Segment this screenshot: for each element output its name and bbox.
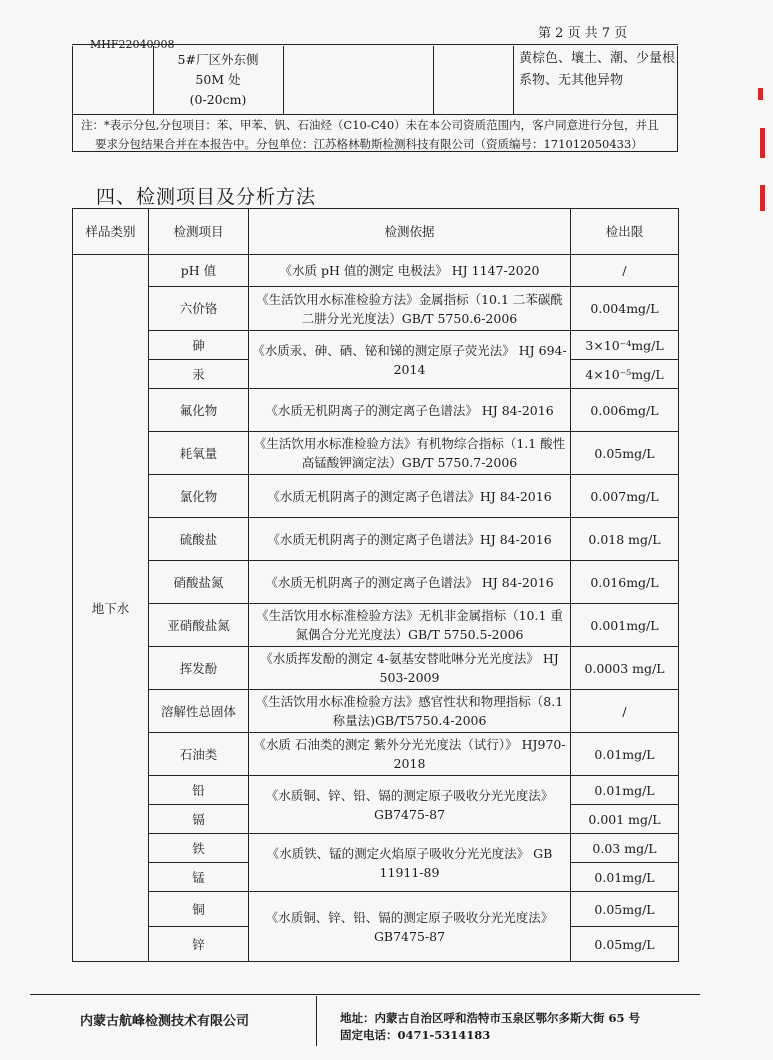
item-cell: 氯化物 — [149, 475, 249, 518]
limit-cell: 0.016mg/L — [571, 561, 679, 604]
item-cell: 硫酸盐 — [149, 518, 249, 561]
limit-cell: / — [571, 255, 679, 287]
column-divider — [283, 46, 284, 114]
subcontract-note — [81, 116, 671, 154]
footer-divider — [316, 996, 317, 1046]
item-cell: 铜 — [149, 892, 249, 927]
sample-description: 黄棕色、壤土、潮、少量根系物、无其他异物 — [519, 51, 676, 88]
limit-cell: 3×10⁻⁴mg/L — [571, 331, 679, 360]
footer-address: 地址：内蒙古自治区呼和浩特市玉泉区鄂尔多斯大街 65 号 — [340, 1011, 641, 1025]
report-code: MHF22040908 — [90, 38, 175, 51]
header-limit: 检出限 — [571, 209, 679, 255]
limit-cell: 0.01mg/L — [571, 733, 679, 776]
basis-cell: 《水质铜、锌、铅、镉的测定原子吸收分光光度法》 GB7475-87 — [249, 776, 571, 834]
item-cell: 六价铬 — [149, 287, 249, 331]
limit-cell: 0.004mg/L — [571, 287, 679, 331]
table-header-row — [73, 209, 679, 255]
item-cell: pH 值 — [149, 255, 249, 287]
basis-cell: 《水质 pH 值的测定 电极法》 HJ 1147-2020 — [249, 255, 571, 287]
limit-cell: 0.006mg/L — [571, 389, 679, 432]
location-line: 50M 处 — [195, 72, 241, 87]
basis-cell: 《水质铁、锰的测定火焰原子吸收分光光度法》 GB 11911-89 — [249, 834, 571, 892]
basis-cell: 《生活饮用水标准检验方法》感官性状和物理指标（8.1 称量法)GB/T5750.4-2006 — [249, 690, 571, 733]
location-line: (0-20cm) — [189, 92, 247, 107]
table-row — [73, 733, 679, 776]
footer-rule — [30, 994, 700, 995]
basis-cell: 《生活饮用水标准检验方法》无机非金属指标（10.1 重氮偶合分光光度法）GB/T 5750.5-2006 — [249, 604, 571, 647]
note-line: 要求分包结果合并在本报告中。分包单位：江苏格林勒斯检测科技有限公司（资质编号：171012050433） — [95, 137, 643, 151]
table-row — [73, 287, 679, 331]
table-row — [73, 475, 679, 518]
basis-cell: 《水质 石油类的测定 紫外分光光度法（试行）》 HJ970-2018 — [249, 733, 571, 776]
table-row — [73, 255, 679, 287]
table-row — [73, 690, 679, 733]
column-divider — [433, 46, 434, 114]
limit-cell: 0.01mg/L — [571, 776, 679, 805]
basis-cell: 《水质无机阴离子的测定离子色谱法》 HJ 84-2016 — [249, 561, 571, 604]
previous-table-fragment — [72, 46, 678, 152]
table-row — [73, 389, 679, 432]
sample-type-cell: 地下水 — [73, 255, 149, 962]
item-cell: 砷 — [149, 331, 249, 360]
item-cell: 硝酸盐氮 — [149, 561, 249, 604]
header-sample-type: 样品类别 — [73, 209, 149, 255]
basis-cell: 《水质无机阴离子的测定离子色谱法》HJ 84-2016 — [249, 518, 571, 561]
limit-cell: 0.05mg/L — [571, 927, 679, 962]
basis-cell: 《水质无机阴离子的测定离子色谱法》 HJ 84-2016 — [249, 389, 571, 432]
stamp-edge-mark — [758, 88, 763, 100]
basis-cell: 《生活饮用水标准检验方法》金属指标（10.1 二苯碳酰二肼分光光度法）GB/T 5750.6-2006 — [249, 287, 571, 331]
limit-cell: 0.05mg/L — [571, 892, 679, 927]
item-cell: 耗氧量 — [149, 432, 249, 475]
stamp-edge-mark — [760, 128, 765, 158]
item-cell: 氟化物 — [149, 389, 249, 432]
limit-cell: 0.007mg/L — [571, 475, 679, 518]
item-cell: 铁 — [149, 834, 249, 863]
limit-cell: / — [571, 690, 679, 733]
footer-contact — [340, 1010, 640, 1044]
item-cell: 镉 — [149, 805, 249, 834]
limit-cell: 4×10⁻⁵mg/L — [571, 360, 679, 389]
basis-cell: 《生活饮用水标准检验方法》有机物综合指标（1.1 酸性高锰酸钾滴定法）GB/T 5750.7-2006 — [249, 432, 571, 475]
header-item: 检测项目 — [149, 209, 249, 255]
limit-cell: 0.0003 mg/L — [571, 647, 679, 690]
item-cell: 挥发酚 — [149, 647, 249, 690]
note-line: 注：*表示分包,分包项目：苯、甲苯、钒、石油烃（C10-C40）未在本公司资质范围内，客户同意进行分包，并且 — [81, 118, 659, 132]
location-line: 5#厂区外东侧 — [177, 52, 259, 67]
stamp-edge-mark — [760, 185, 765, 211]
header-basis: 检测依据 — [249, 209, 571, 255]
item-cell: 亚硝酸盐氮 — [149, 604, 249, 647]
limit-cell: 0.03 mg/L — [571, 834, 679, 863]
limit-cell: 0.01mg/L — [571, 863, 679, 892]
item-cell: 石油类 — [149, 733, 249, 776]
limit-cell: 0.001 mg/L — [571, 805, 679, 834]
table-row — [73, 331, 679, 360]
basis-cell: 《水质铜、锌、铅、镉的测定原子吸收分光光度法》 GB7475-87 — [249, 892, 571, 962]
footer-company: 内蒙古航峰检测技术有限公司 — [80, 1014, 250, 1029]
limit-cell: 0.018 mg/L — [571, 518, 679, 561]
footer-phone: 固定电话：0471-5314183 — [340, 1028, 491, 1042]
header-rule — [72, 44, 678, 45]
item-cell: 溶解性总固体 — [149, 690, 249, 733]
item-cell: 汞 — [149, 360, 249, 389]
item-cell: 锌 — [149, 927, 249, 962]
table-row — [73, 432, 679, 475]
basis-cell: 《水质无机阴离子的测定离子色谱法》HJ 84-2016 — [249, 475, 571, 518]
table-row — [73, 776, 679, 805]
table-row — [73, 604, 679, 647]
table-row — [73, 834, 679, 863]
column-divider — [513, 46, 514, 114]
item-cell: 锰 — [149, 863, 249, 892]
methods-table — [72, 208, 679, 962]
table-row — [73, 892, 679, 927]
basis-cell: 《水质汞、砷、硒、铋和锑的测定原子荧光法》 HJ 694-2014 — [249, 331, 571, 389]
section-title: 四、检测项目及分析方法 — [96, 186, 317, 208]
table-row — [73, 647, 679, 690]
limit-cell: 0.001mg/L — [571, 604, 679, 647]
sampling-location — [153, 46, 283, 110]
page-number: 第 2 页 共 7 页 — [538, 26, 628, 41]
limit-cell: 0.05mg/L — [571, 432, 679, 475]
basis-cell: 《水质挥发酚的测定 4-氨基安替吡啉分光光度法》 HJ 503-2009 — [249, 647, 571, 690]
item-cell: 铅 — [149, 776, 249, 805]
note-divider — [73, 114, 677, 115]
table-row — [73, 518, 679, 561]
table-row — [73, 561, 679, 604]
